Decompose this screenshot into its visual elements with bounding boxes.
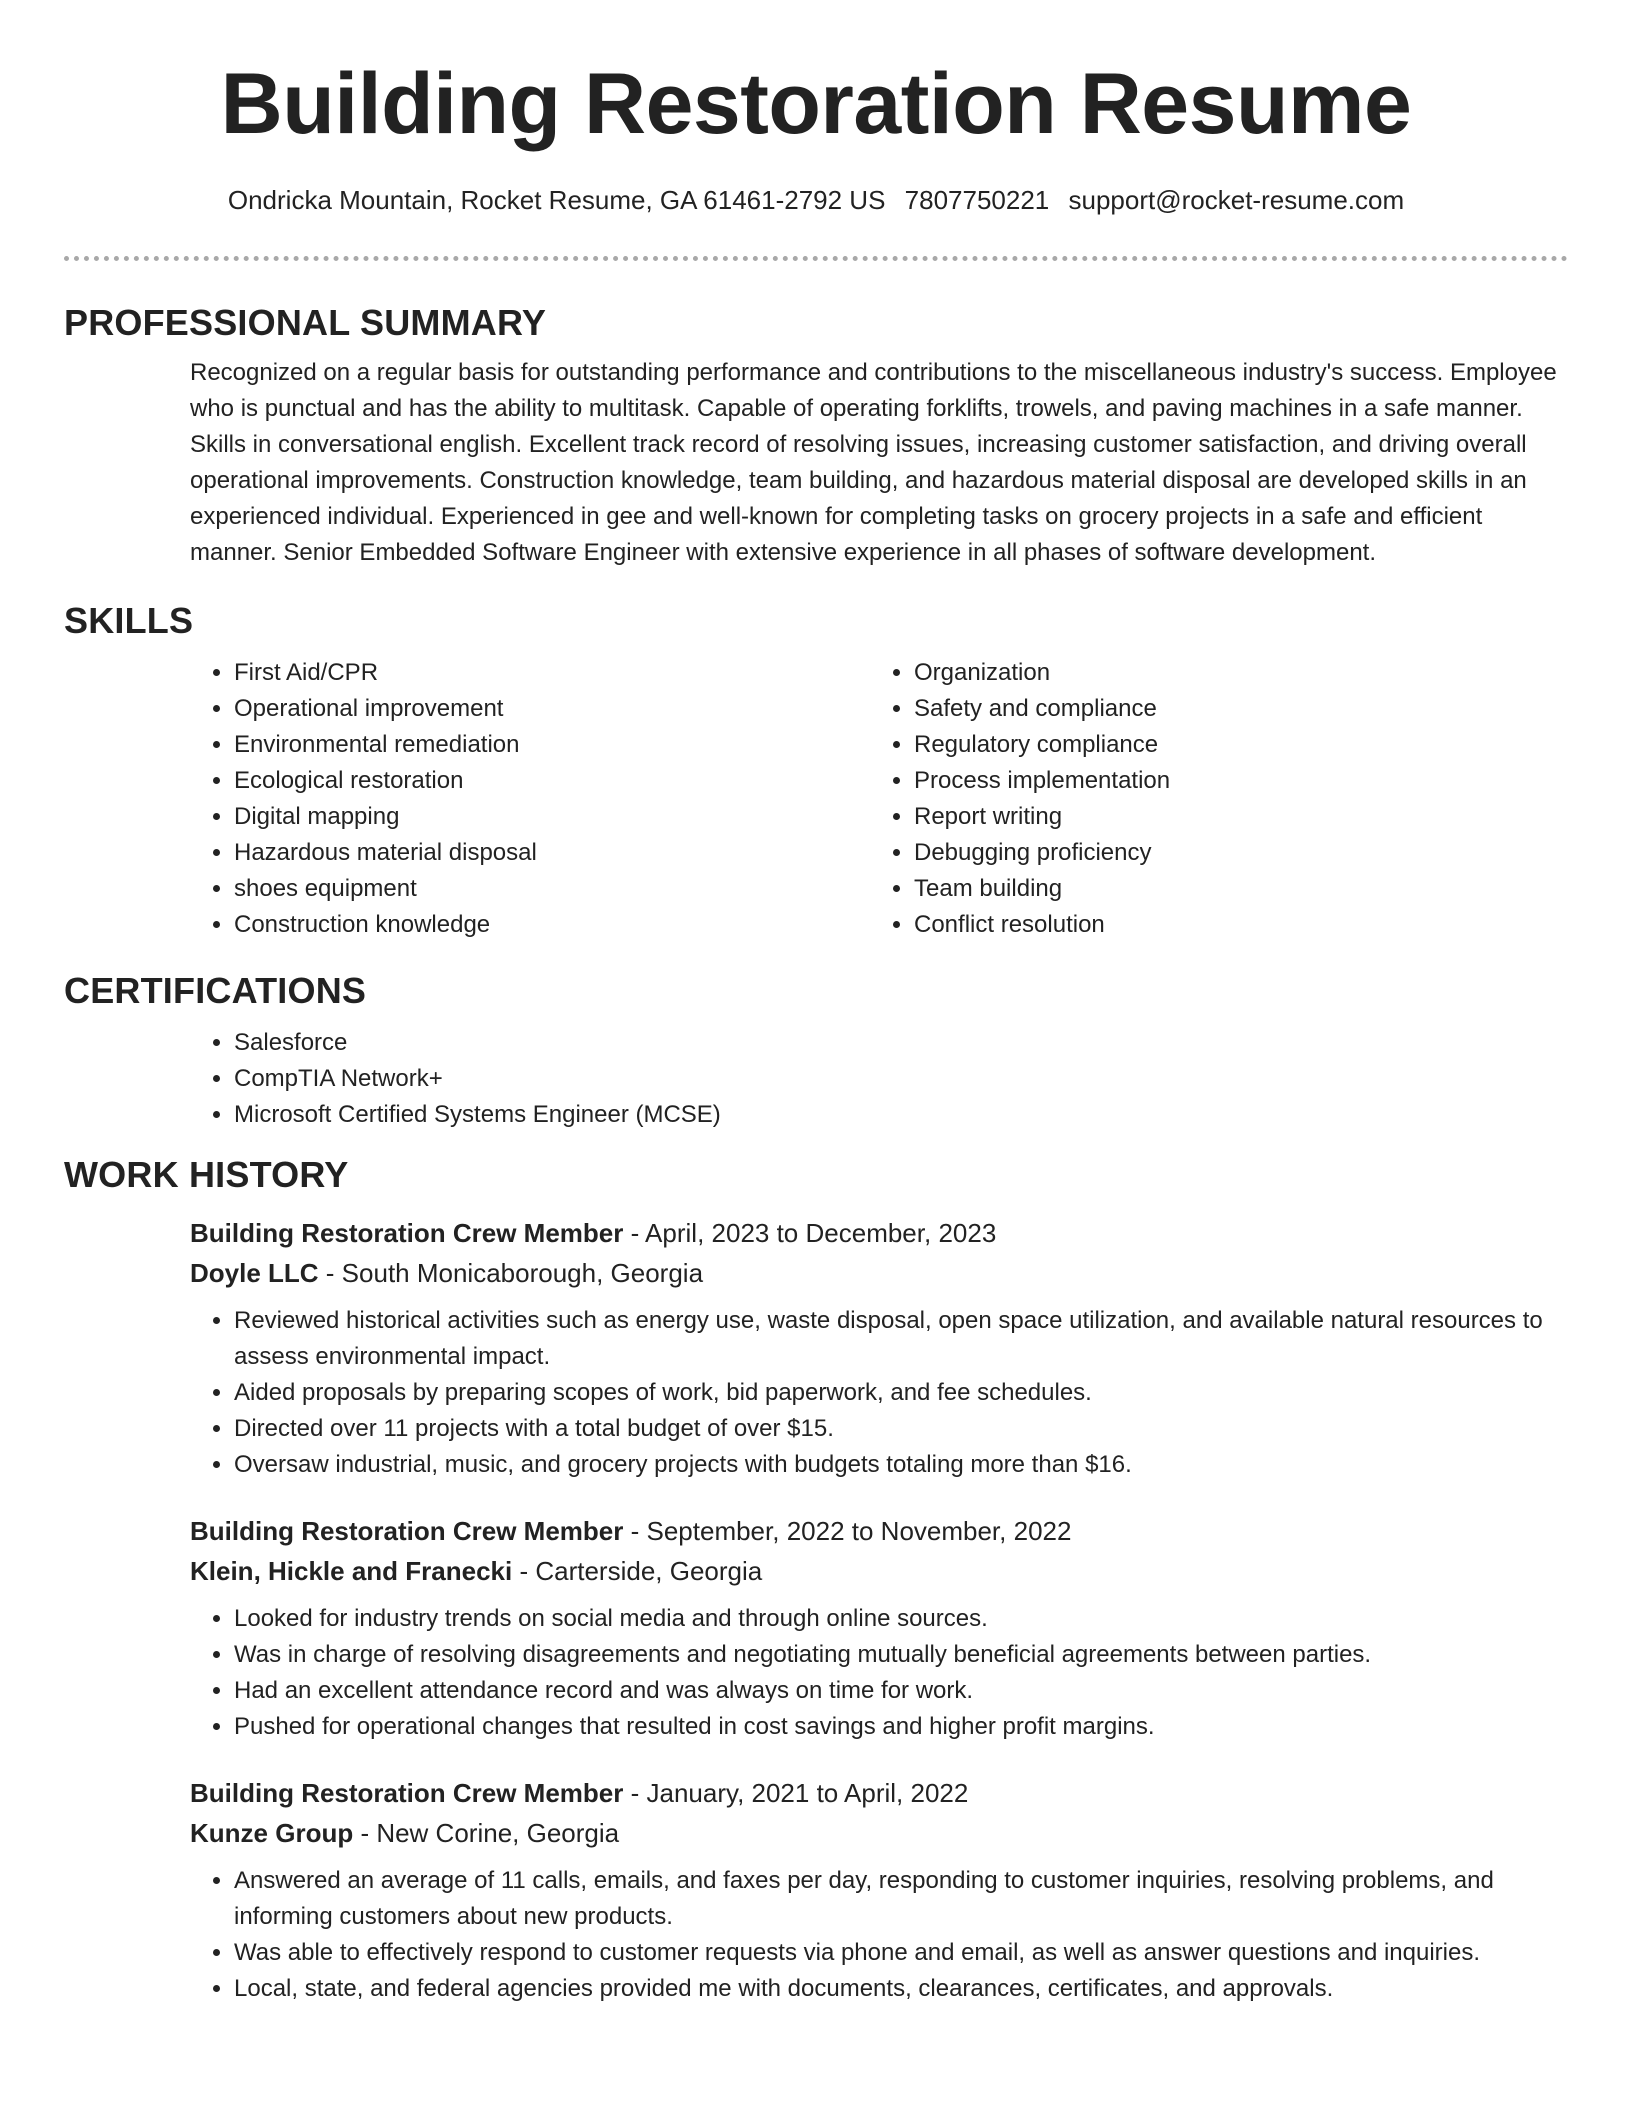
list-item: • Process implementation <box>914 763 1514 799</box>
job-company: Doyle LLC <box>190 1258 319 1288</box>
list-item: • Regulatory compliance <box>914 727 1514 763</box>
job-company: Kunze Group <box>190 1818 354 1848</box>
section-heading: CERTIFICATIONS <box>64 970 367 1011</box>
list-item: • Answered an average of 11 calls, emails, and faxes per day, responding to customer inquiries, resolving problems, and informing customers about new products. <box>234 1863 1570 1935</box>
list-item: • First Aid/CPR <box>234 655 870 691</box>
list-item: • Operational improvement <box>234 691 870 727</box>
section-heading: WORK HISTORY <box>64 1154 349 1195</box>
job-location: - South Monicaborough, Georgia <box>318 1258 704 1288</box>
job-entry <box>190 1773 1570 2007</box>
skills-columns <box>190 655 1568 943</box>
job-dates: - January, 2021 to April, 2022 <box>623 1778 969 1808</box>
list-item: • Was in charge of resolving disagreements and negotiating mutually beneficial agreements between parties. <box>234 1637 1570 1673</box>
list-item: • Report writing <box>914 799 1514 835</box>
list-item: • Was able to effectively respond to customer requests via phone and email, as well as answer questions and inquiries. <box>234 1935 1570 1971</box>
job-title-line <box>190 1511 1570 1551</box>
section-professional-summary <box>64 301 1568 571</box>
header-divider <box>64 256 1568 261</box>
list-item: • Digital mapping <box>234 799 870 835</box>
list-item: • Ecological restoration <box>234 763 870 799</box>
job-company-line <box>190 1813 1570 1853</box>
list-item: • Reviewed historical activities such as energy use, waste disposal, open space utilization, and available natural resources to assess environmental impact. <box>234 1303 1570 1375</box>
list-item: • Pushed for operational changes that resulted in cost savings and higher profit margins. <box>234 1709 1570 1745</box>
job-title: Building Restoration Crew Member <box>190 1516 624 1546</box>
list-item: • Team building <box>914 871 1514 907</box>
job-location: - Carterside, Georgia <box>512 1556 763 1586</box>
list-item: • Conflict resolution <box>914 907 1514 943</box>
job-entry <box>190 1213 1570 1483</box>
job-company-line <box>190 1253 1570 1293</box>
contact-address: Ondricka Mountain, Rocket Resume, GA 61461-2792 US <box>227 185 886 215</box>
list-item: • Had an excellent attendance record and was always on time for work. <box>234 1673 1570 1709</box>
job-dates: - September, 2022 to November, 2022 <box>623 1516 1072 1546</box>
list-item: • Construction knowledge <box>234 907 870 943</box>
list-item: • Salesforce <box>234 1025 1568 1061</box>
job-title: Building Restoration Crew Member <box>190 1778 624 1808</box>
job-title-line <box>190 1213 1570 1253</box>
job-location: - New Corine, Georgia <box>353 1818 620 1848</box>
job-title-line <box>190 1773 1570 1813</box>
job-title: Building Restoration Crew Member <box>190 1218 624 1248</box>
skills-list-right <box>870 655 1514 943</box>
contact-email: support@rocket-resume.com <box>1068 185 1405 215</box>
certifications-list <box>190 1025 1568 1133</box>
job-bullets <box>190 1601 1570 1745</box>
job-bullets <box>190 1303 1570 1483</box>
section-work-history <box>64 1153 1568 2007</box>
section-certifications <box>64 969 1568 1133</box>
list-item: • Aided proposals by preparing scopes of work, bid paperwork, and fee schedules. <box>234 1375 1570 1411</box>
job-bullets <box>190 1863 1570 2007</box>
job-entry <box>190 1511 1570 1745</box>
resume-title: Building Restoration Resume <box>220 56 1412 152</box>
list-item: • Organization <box>914 655 1514 691</box>
list-item: • Environmental remediation <box>234 727 870 763</box>
list-item: • Microsoft Certified Systems Engineer (MCSE) <box>234 1097 1568 1133</box>
skills-list-left <box>190 655 870 943</box>
list-item: • Debugging proficiency <box>914 835 1514 871</box>
list-item: • Directed over 11 projects with a total budget of over $15. <box>234 1411 1570 1447</box>
job-company: Klein, Hickle and Franecki <box>190 1556 513 1586</box>
list-item: • Hazardous material disposal <box>234 835 870 871</box>
summary-paragraph: Recognized on a regular basis for outstanding performance and contributions to the miscellaneous industry's success. Employee who is punctual and has the ability to multitask. Capable of operating forklifts, trowels, and paving machines in a safe manner. Skills in conversational english. Excellent track record of resolving issues, increasing customer satisfaction, and driving overall operational improvements. Construction knowledge, team building, and hazardous material disposal are developed skills in an experienced individual. Experienced in gee and well-known for completing tasks on grocery projects in a safe and efficient manner. Senior Embedded Software Engineer with extensive experience in all phases of software development. <box>190 359 1557 566</box>
list-item: • Safety and compliance <box>914 691 1514 727</box>
list-item: • Local, state, and federal agencies provided me with documents, clearances, certificates, and approvals. <box>234 1971 1570 2007</box>
job-dates: - April, 2023 to December, 2023 <box>623 1218 997 1248</box>
section-heading: PROFESSIONAL SUMMARY <box>64 302 547 343</box>
list-item: • Oversaw industrial, music, and grocery projects with budgets totaling more than $16. <box>234 1447 1570 1483</box>
contact-line <box>64 180 1568 220</box>
contact-phone: 7807750221 <box>904 185 1050 215</box>
section-heading: SKILLS <box>64 600 194 641</box>
list-item: • shoes equipment <box>234 871 870 907</box>
section-skills <box>64 599 1568 943</box>
job-company-line <box>190 1551 1570 1591</box>
list-item: • Looked for industry trends on social media and through online sources. <box>234 1601 1570 1637</box>
list-item: • CompTIA Network+ <box>234 1061 1568 1097</box>
resume-page <box>64 0 1568 2007</box>
